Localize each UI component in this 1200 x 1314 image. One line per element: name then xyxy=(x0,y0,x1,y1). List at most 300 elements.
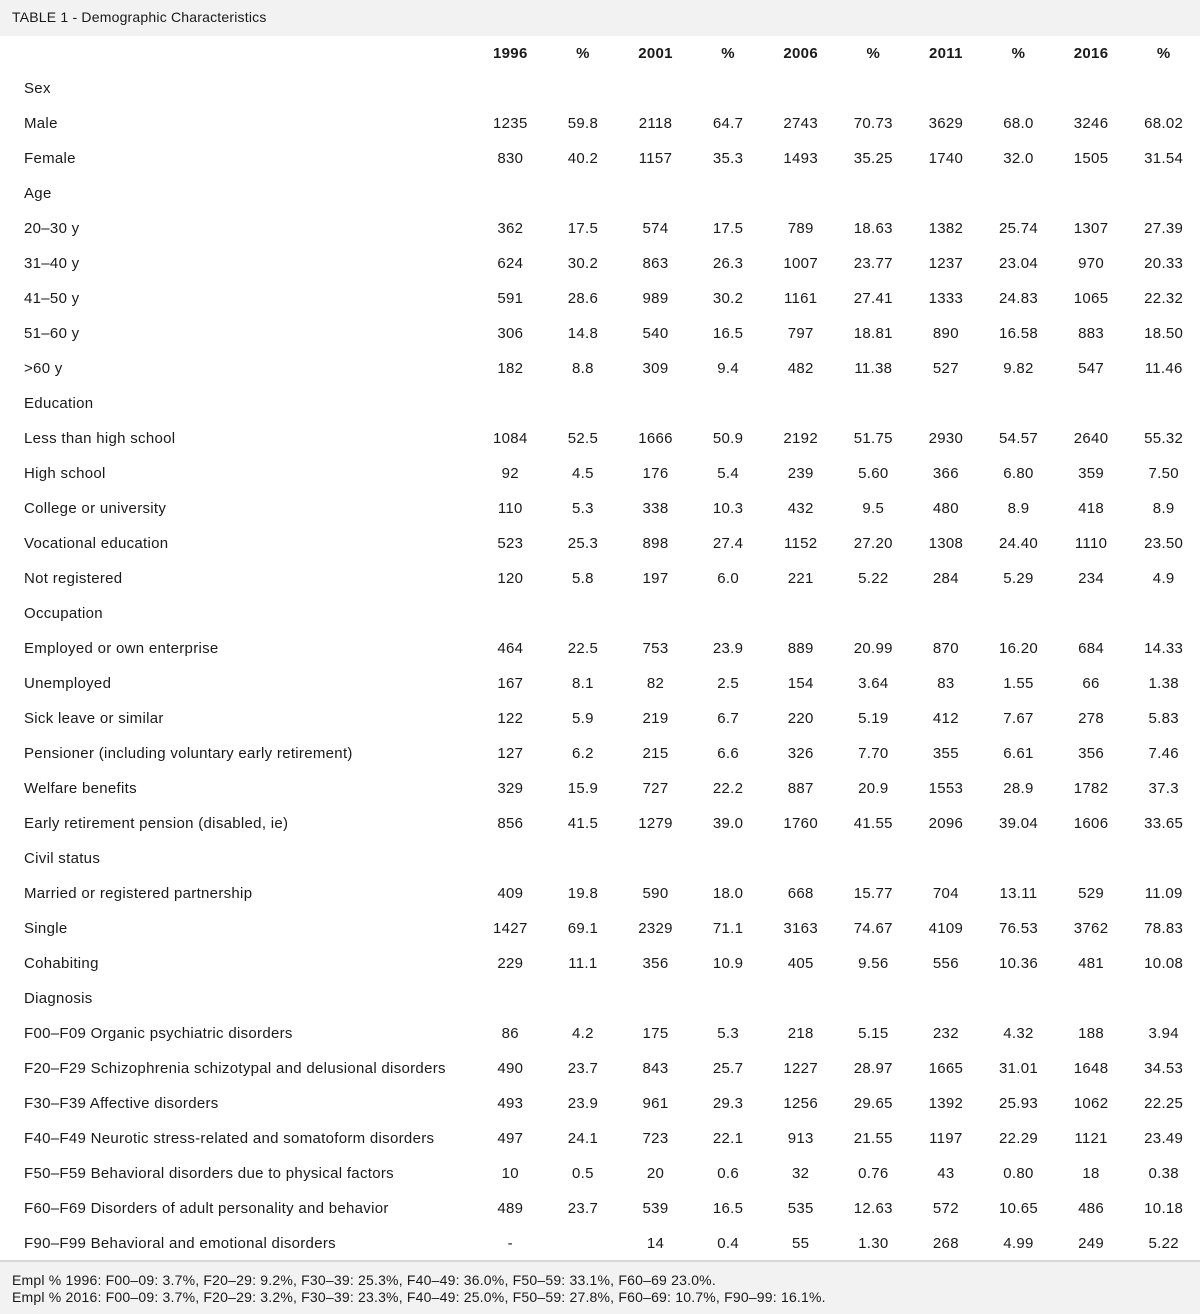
table-cell: 55 xyxy=(792,1235,810,1252)
table-cell xyxy=(910,841,983,876)
table-cell: 3.64 xyxy=(858,675,889,692)
table-cell: 16.20 xyxy=(998,640,1038,657)
table-cell: 51.75 xyxy=(853,430,893,447)
table-cell xyxy=(764,841,837,876)
table-cell: 35.25 xyxy=(853,150,893,167)
column-header: 2016 xyxy=(1073,45,1109,62)
table-cell: 0.6 xyxy=(717,1165,739,1182)
table-cell: 5.15 xyxy=(858,1025,889,1042)
table-cell: 1237 xyxy=(928,255,964,272)
table-cell: 15.9 xyxy=(567,780,599,797)
table-cell: 278 xyxy=(1078,710,1105,727)
table-row xyxy=(0,1086,1200,1121)
table-cell: 1665 xyxy=(928,1060,964,1077)
table-cell: 22.29 xyxy=(998,1130,1038,1147)
table-cell: 22.1 xyxy=(712,1130,744,1147)
table-row xyxy=(0,1051,1200,1086)
table-cell: 16.58 xyxy=(998,325,1038,342)
table-cell: 482 xyxy=(787,360,814,377)
table-cell xyxy=(1055,176,1128,211)
table-cell: 830 xyxy=(497,150,524,167)
table-cell: 20 xyxy=(646,1165,665,1182)
table-cell: 326 xyxy=(787,745,814,762)
table-cell xyxy=(474,176,547,211)
row-label: Female xyxy=(24,150,76,167)
table-cell: 723 xyxy=(642,1130,669,1147)
table-cell: 74.67 xyxy=(853,920,893,937)
table-cell: 23.04 xyxy=(998,255,1038,272)
table-row xyxy=(0,281,1200,316)
row-label: Married or registered partnership xyxy=(24,885,253,902)
table-cell: 32.0 xyxy=(1003,150,1034,167)
table-cell: 20.33 xyxy=(1144,255,1184,272)
table-cell: 52.5 xyxy=(567,430,599,447)
table-cell: 27.39 xyxy=(1144,220,1184,237)
table-cell: 5.83 xyxy=(1148,710,1179,727)
table-cell: 13.11 xyxy=(999,885,1038,902)
table-cell xyxy=(547,176,620,211)
table-cell xyxy=(619,176,692,211)
table-cell: 24.40 xyxy=(998,535,1038,552)
table-cell: 0.76 xyxy=(858,1165,889,1182)
table-row xyxy=(0,666,1200,701)
section-header-row xyxy=(0,981,1200,1016)
table-cell: 309 xyxy=(642,360,669,377)
table-cell: 1007 xyxy=(783,255,818,272)
table-container xyxy=(0,36,1200,1261)
table-cell: 4.99 xyxy=(1003,1235,1034,1252)
row-label: Vocational education xyxy=(24,535,169,552)
table-cell: 215 xyxy=(642,745,669,762)
table-cell: 268 xyxy=(932,1235,959,1252)
table-cell: 18.50 xyxy=(1144,325,1184,342)
table-cell: 17.5 xyxy=(567,220,599,237)
table-cell xyxy=(837,596,910,631)
table-cell: 2743 xyxy=(783,115,818,132)
table-cell: 239 xyxy=(787,465,814,482)
footnote-employment-1996: Empl % 1996: F00–09: 3.7%, F20–29: 9.2%, F30–39: 25.3%, F40–49: 36.0%, F50–59: 33.1%, F60–69 23.0%. xyxy=(12,1272,716,1288)
table-cell: 5.9 xyxy=(572,710,594,727)
table-row xyxy=(0,1191,1200,1226)
table-cell xyxy=(910,596,983,631)
table-cell: 16.5 xyxy=(712,1200,744,1217)
table-row xyxy=(0,561,1200,596)
table-cell: 218 xyxy=(787,1025,814,1042)
table-cell: 25.7 xyxy=(712,1060,744,1077)
row-label: Not registered xyxy=(24,570,123,587)
table-row xyxy=(0,1016,1200,1051)
table-cell: 50.9 xyxy=(712,430,744,447)
section-header-row xyxy=(0,841,1200,876)
section-label: Age xyxy=(24,185,52,202)
table-cell: 540 xyxy=(642,325,669,342)
table-cell: 1110 xyxy=(1074,535,1108,552)
table-cell: 18.63 xyxy=(853,220,893,237)
table-cell: 17.5 xyxy=(712,220,744,237)
table-cell: 23.77 xyxy=(853,255,893,272)
table-cell: 1782 xyxy=(1073,780,1109,797)
table-cell xyxy=(474,596,547,631)
table-cell: 4109 xyxy=(928,920,964,937)
table-cell: 2930 xyxy=(928,430,964,447)
table-row xyxy=(0,631,1200,666)
row-label: F60–F69 Disorders of adult personality and behavior xyxy=(24,1200,389,1217)
table-cell: 6.61 xyxy=(1003,745,1034,762)
table-row xyxy=(0,351,1200,386)
row-label: 41–50 y xyxy=(24,290,80,307)
table-row xyxy=(0,1121,1200,1156)
table-cell: 6.6 xyxy=(717,745,739,762)
table-cell xyxy=(982,841,1055,876)
table-cell xyxy=(692,981,765,1016)
table-cell: 18 xyxy=(1082,1165,1100,1182)
table-cell: 870 xyxy=(932,640,959,657)
table-cell xyxy=(982,596,1055,631)
table-row xyxy=(0,141,1200,176)
column-header xyxy=(0,36,474,71)
table-cell: 1256 xyxy=(783,1095,818,1112)
table-cell: 30.2 xyxy=(712,290,744,307)
table-cell: 10 xyxy=(501,1165,519,1182)
table-cell: 10.18 xyxy=(1144,1200,1184,1217)
table-cell: 1.30 xyxy=(858,1235,889,1252)
table-cell xyxy=(1127,841,1200,876)
table-row xyxy=(0,456,1200,491)
table-cell: 229 xyxy=(497,955,524,972)
table-cell: 41.5 xyxy=(567,815,599,832)
table-cell: 30.2 xyxy=(567,255,599,272)
table-cell xyxy=(1055,596,1128,631)
table-cell xyxy=(764,71,837,106)
table-cell: 535 xyxy=(787,1200,814,1217)
table-row xyxy=(0,736,1200,771)
section-header-row xyxy=(0,176,1200,211)
table-row xyxy=(0,491,1200,526)
table-cell: 82 xyxy=(646,675,665,692)
table-cell: 1333 xyxy=(928,290,964,307)
row-label: F90–F99 Behavioral and emotional disorders xyxy=(24,1235,336,1252)
table-cell: 32 xyxy=(792,1165,810,1182)
row-label: Early retirement pension (disabled, ie) xyxy=(24,815,289,832)
table-cell: 27.41 xyxy=(853,290,893,307)
column-header: % xyxy=(1156,45,1171,62)
table-cell: 1161 xyxy=(783,290,818,307)
table-cell: 1084 xyxy=(493,430,528,447)
table-cell: 1.55 xyxy=(1003,675,1034,692)
table-cell: 5.60 xyxy=(858,465,889,482)
table-cell: 11.1 xyxy=(568,955,598,972)
table-cell: 1227 xyxy=(783,1060,818,1077)
table-cell: 71.1 xyxy=(712,920,744,937)
table-cell xyxy=(837,981,910,1016)
table-cell: 366 xyxy=(932,465,959,482)
table-cell: 39.0 xyxy=(712,815,744,832)
table-cell: 7.67 xyxy=(1003,710,1034,727)
table-cell: 20.9 xyxy=(858,780,889,797)
table-cell: 2.5 xyxy=(717,675,739,692)
table-cell: 7.70 xyxy=(858,745,889,762)
table-cell xyxy=(474,841,547,876)
table-cell xyxy=(619,981,692,1016)
table-cell: 22.5 xyxy=(567,640,599,657)
table-cell: 154 xyxy=(787,675,814,692)
section-label: Diagnosis xyxy=(24,990,93,1007)
table-cell: 18.0 xyxy=(712,885,744,902)
table-cell: 11.09 xyxy=(1144,885,1183,902)
table-cell: 28.6 xyxy=(567,290,599,307)
table-cell: 338 xyxy=(642,500,669,517)
row-label: Single xyxy=(24,920,68,937)
row-label: High school xyxy=(24,465,106,482)
column-header: 1996 xyxy=(493,45,528,62)
table-cell xyxy=(692,841,765,876)
row-label: Unemployed xyxy=(24,675,112,692)
table-cell xyxy=(547,1226,620,1261)
table-cell: 9.56 xyxy=(858,955,889,972)
table-cell: 0.80 xyxy=(1003,1165,1034,1182)
table-cell: 16.5 xyxy=(712,325,744,342)
table-cell: 83 xyxy=(937,675,955,692)
table-cell: 1065 xyxy=(1073,290,1109,307)
table-cell: 188 xyxy=(1078,1025,1105,1042)
table-cell: 0.4 xyxy=(717,1235,739,1252)
table-cell: 4.9 xyxy=(1152,570,1175,587)
table-cell: 23.7 xyxy=(567,1060,599,1077)
table-cell: 10.3 xyxy=(712,500,744,517)
table-body xyxy=(0,71,1200,1261)
table-cell xyxy=(474,386,547,421)
table-cell: 887 xyxy=(787,780,814,797)
table-cell: 493 xyxy=(497,1095,524,1112)
table-cell: 20.99 xyxy=(853,640,893,657)
table-cell: 18.81 xyxy=(853,325,893,342)
table-cell: 15.77 xyxy=(853,885,893,902)
table-cell: 5.22 xyxy=(1148,1235,1179,1252)
table-cell: - xyxy=(507,1235,513,1252)
table-cell: 9.82 xyxy=(1003,360,1034,377)
table-cell xyxy=(837,841,910,876)
table-cell: 2329 xyxy=(638,920,673,937)
table-cell xyxy=(474,981,547,1016)
table-cell: 127 xyxy=(497,745,524,762)
table-cell: 23.49 xyxy=(1144,1130,1184,1147)
table-cell: 497 xyxy=(497,1130,524,1147)
table-cell xyxy=(837,71,910,106)
row-label: F20–F29 Schizophrenia schizotypal and delusional disorders xyxy=(24,1060,446,1077)
table-cell: 1121 xyxy=(1074,1130,1108,1147)
table-cell xyxy=(1127,386,1200,421)
table-cell: 409 xyxy=(497,885,524,902)
table-cell: 355 xyxy=(932,745,959,762)
table-cell: 10.36 xyxy=(998,955,1038,972)
table-cell: 59.8 xyxy=(567,115,599,132)
table-cell: 1427 xyxy=(493,920,528,937)
table-cell: 359 xyxy=(1078,465,1105,482)
section-label: Civil status xyxy=(24,850,101,867)
table-cell xyxy=(474,71,547,106)
table-cell: 78.83 xyxy=(1144,920,1184,937)
table-cell: 6.80 xyxy=(1003,465,1034,482)
table-cell xyxy=(692,386,765,421)
row-label: F00–F09 Organic psychiatric disorders xyxy=(24,1025,293,1042)
table-cell: 9.5 xyxy=(862,500,885,517)
table-cell: 1.38 xyxy=(1148,675,1179,692)
table-cell: 856 xyxy=(497,815,524,832)
table-cell: 14.8 xyxy=(567,325,599,342)
table-cell: 889 xyxy=(787,640,814,657)
section-label: Occupation xyxy=(24,605,103,622)
table-cell: 4.5 xyxy=(572,465,594,482)
table-cell xyxy=(764,176,837,211)
table-cell xyxy=(764,596,837,631)
table-row xyxy=(0,806,1200,841)
table-cell: 86 xyxy=(501,1025,519,1042)
table-cell: 64.7 xyxy=(712,115,744,132)
table-cell: 12.63 xyxy=(853,1200,893,1217)
section-header-row xyxy=(0,386,1200,421)
table-cell: 69.1 xyxy=(567,920,599,937)
table-cell: 37.3 xyxy=(1148,780,1179,797)
section-label: Education xyxy=(24,395,94,412)
table-cell: 219 xyxy=(642,710,669,727)
table-cell: 3629 xyxy=(928,115,964,132)
table-cell: 55.32 xyxy=(1144,430,1184,447)
table-cell: 4.32 xyxy=(1003,1025,1034,1042)
table-cell: 356 xyxy=(1078,745,1105,762)
table-cell xyxy=(982,176,1055,211)
table-cell: 1505 xyxy=(1073,150,1109,167)
table-cell: 1392 xyxy=(928,1095,964,1112)
table-cell: 34.53 xyxy=(1144,1060,1184,1077)
table-cell: 883 xyxy=(1078,325,1105,342)
table-cell xyxy=(1055,981,1128,1016)
table-cell: 234 xyxy=(1078,570,1105,587)
table-cell: 898 xyxy=(642,535,669,552)
table-cell: 28.9 xyxy=(1003,780,1034,797)
table-cell: 220 xyxy=(787,710,814,727)
table-cell: 547 xyxy=(1078,360,1105,377)
table-cell: 110 xyxy=(497,500,523,517)
table-cell: 22.2 xyxy=(712,780,744,797)
table-cell: 480 xyxy=(932,500,959,517)
table-cell: 989 xyxy=(642,290,669,307)
table-row xyxy=(0,876,1200,911)
column-header: % xyxy=(721,45,735,62)
table-cell xyxy=(982,981,1055,1016)
table-cell: 5.8 xyxy=(572,570,594,587)
table-cell xyxy=(692,71,765,106)
table-cell: 1606 xyxy=(1073,815,1109,832)
table-cell xyxy=(547,596,620,631)
row-label: Male xyxy=(24,115,58,132)
table-cell: 418 xyxy=(1078,500,1105,517)
table-cell: 31.01 xyxy=(998,1060,1038,1077)
table-row xyxy=(0,946,1200,981)
table-cell: 4.2 xyxy=(572,1025,594,1042)
table-cell: 572 xyxy=(932,1200,959,1217)
table-cell: 122 xyxy=(497,710,524,727)
table-cell: 1157 xyxy=(638,150,673,167)
table-cell: 25.93 xyxy=(998,1095,1038,1112)
row-label: Sick leave or similar xyxy=(24,710,164,727)
table-cell: 753 xyxy=(642,640,669,657)
table-cell: 704 xyxy=(932,885,959,902)
table-cell: 232 xyxy=(932,1025,959,1042)
table-cell: 21.55 xyxy=(853,1130,893,1147)
table-cell: 24.83 xyxy=(998,290,1038,307)
table-cell: 43 xyxy=(937,1165,955,1182)
table-cell: 23.50 xyxy=(1144,535,1184,552)
table-cell: 797 xyxy=(787,325,814,342)
table-cell: 1197 xyxy=(929,1130,963,1147)
table-cell: 5.4 xyxy=(717,465,739,482)
row-label: College or university xyxy=(24,500,167,517)
table-row xyxy=(0,421,1200,456)
table-cell: 2640 xyxy=(1073,430,1109,447)
table-cell: 29.65 xyxy=(853,1095,893,1112)
table-cell xyxy=(910,981,983,1016)
table-cell: 26.3 xyxy=(712,255,744,272)
footnote-employment-2016: Empl % 2016: F00–09: 3.7%, F20–29: 3.2%, F30–39: 23.3%, F40–49: 25.0%, F50–59: 27.8%, F60–69: 10.7%, F90–99: 16.1%. xyxy=(12,1289,826,1305)
table-cell xyxy=(837,386,910,421)
table-cell xyxy=(692,176,765,211)
table-cell: 41.55 xyxy=(853,815,893,832)
row-label: Employed or own enterprise xyxy=(24,640,219,657)
table-cell: 9.4 xyxy=(717,360,739,377)
table-cell: 970 xyxy=(1078,255,1105,272)
table-cell: 464 xyxy=(497,640,524,657)
table-cell: 1308 xyxy=(928,535,964,552)
row-label: F50–F59 Behavioral disorders due to physical factors xyxy=(24,1165,394,1182)
table-cell: 789 xyxy=(787,220,814,237)
table-cell: 10.65 xyxy=(998,1200,1038,1217)
table-cell: 22.25 xyxy=(1144,1095,1184,1112)
table-cell: 1152 xyxy=(783,535,818,552)
table-cell: 14 xyxy=(646,1235,665,1252)
table-cell: 54.57 xyxy=(998,430,1038,447)
table-cell: 5.29 xyxy=(1003,570,1034,587)
table-row xyxy=(0,911,1200,946)
row-label: Less than high school xyxy=(24,430,176,447)
table-cell: 120 xyxy=(497,570,524,587)
row-label: Pensioner (including voluntary early retirement) xyxy=(24,745,353,762)
table-cell xyxy=(1127,596,1200,631)
table-cell: 2192 xyxy=(783,430,818,447)
table-cell xyxy=(1127,981,1200,1016)
table-cell: 890 xyxy=(932,325,959,342)
table-cell xyxy=(910,71,983,106)
table-cell: 1235 xyxy=(493,115,528,132)
column-header: 2006 xyxy=(783,45,818,62)
table-cell: 27.20 xyxy=(853,535,893,552)
row-label: F30–F39 Affective disorders xyxy=(24,1095,219,1112)
table-cell: 23.9 xyxy=(567,1095,599,1112)
row-label: Cohabiting xyxy=(24,955,99,972)
table-cell: 556 xyxy=(932,955,959,972)
table-cell: 68.02 xyxy=(1144,115,1184,132)
table-cell: 489 xyxy=(497,1200,524,1217)
table-cell: 529 xyxy=(1078,885,1105,902)
row-label: 20–30 y xyxy=(24,220,80,237)
table-cell: 5.3 xyxy=(572,500,594,517)
table-cell: 31.54 xyxy=(1144,150,1184,167)
table-cell xyxy=(1055,841,1128,876)
table-cell: 23.9 xyxy=(712,640,744,657)
table-cell: 913 xyxy=(787,1130,814,1147)
table-row xyxy=(0,1226,1200,1261)
column-header: 2001 xyxy=(638,45,673,62)
column-header: % xyxy=(1011,45,1026,62)
